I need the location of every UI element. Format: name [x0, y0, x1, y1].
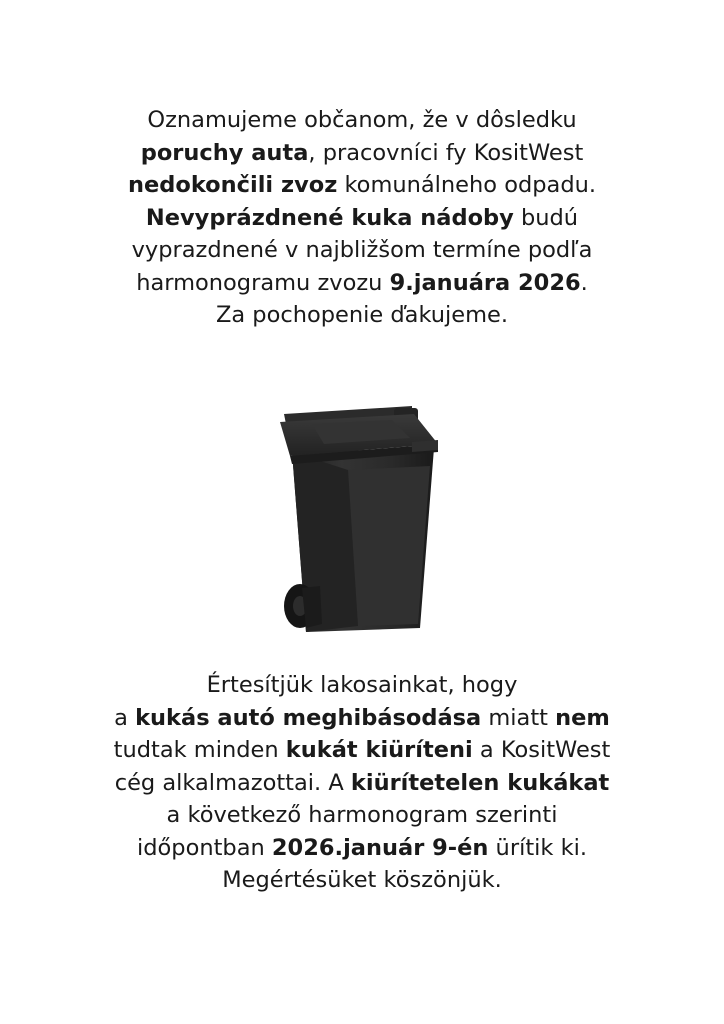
- body-text: cég alkalmazottai. A: [114, 769, 351, 796]
- text-line: [0, 799, 724, 832]
- text-line: [0, 202, 724, 235]
- text-line: [0, 104, 724, 137]
- body-text: Oznamujeme občanom, že v dôsledku: [147, 107, 577, 133]
- body-text: vyprazdnené v najbližšom termíne podľa: [131, 237, 593, 263]
- body-text: .: [580, 269, 588, 296]
- text-line: [0, 267, 724, 300]
- text-line: [0, 734, 724, 767]
- text-line: [0, 864, 724, 897]
- text-line: [0, 137, 724, 170]
- body-text: budú: [513, 204, 579, 231]
- emphasis-text: kukás autó meghibásodása: [135, 704, 482, 731]
- body-text: a következő harmonogram szerinti: [166, 802, 558, 828]
- text-line: [0, 832, 724, 865]
- emphasis-text: kukát kiüríteni: [285, 737, 473, 763]
- notice-slovak: [0, 104, 724, 332]
- text-line: [0, 767, 724, 800]
- text-line: [0, 669, 724, 702]
- body-text: ürítik ki.: [488, 834, 588, 861]
- emphasis-text: nedokončili zvoz: [127, 172, 338, 198]
- body-text: Értesítjük lakosainkat, hogy: [206, 672, 518, 698]
- body-text: harmonogramu zvozu: [136, 269, 390, 296]
- body-text: Za pochopenie ďakujeme.: [215, 302, 509, 328]
- emphasis-text: nem: [555, 704, 610, 731]
- body-text: időpontban: [136, 834, 272, 861]
- body-text: Megértésüket köszönjük.: [222, 867, 502, 893]
- body-text: miatt: [481, 704, 556, 731]
- text-line: [0, 169, 724, 202]
- body-text: a KositWest: [472, 737, 611, 763]
- wheelie-bin-icon: [262, 392, 462, 648]
- body-text: tudtak minden: [113, 737, 286, 763]
- notice-hungarian: [0, 669, 724, 897]
- body-text: a: [114, 704, 136, 731]
- text-line: [0, 702, 724, 735]
- emphasis-text: kiürítetelen kukákat: [350, 769, 610, 796]
- emphasis-text: 2026.január 9-én: [271, 834, 489, 861]
- body-text: komunálneho odpadu.: [337, 172, 597, 198]
- emphasis-text: Nevyprázdnené kuka nádoby: [145, 204, 514, 231]
- emphasis-text: poruchy auta: [140, 139, 309, 166]
- body-text: , pracovníci fy KositWest: [308, 139, 584, 166]
- emphasis-text: 9.januára 2026: [389, 269, 581, 296]
- text-line: [0, 299, 724, 332]
- text-line: [0, 234, 724, 267]
